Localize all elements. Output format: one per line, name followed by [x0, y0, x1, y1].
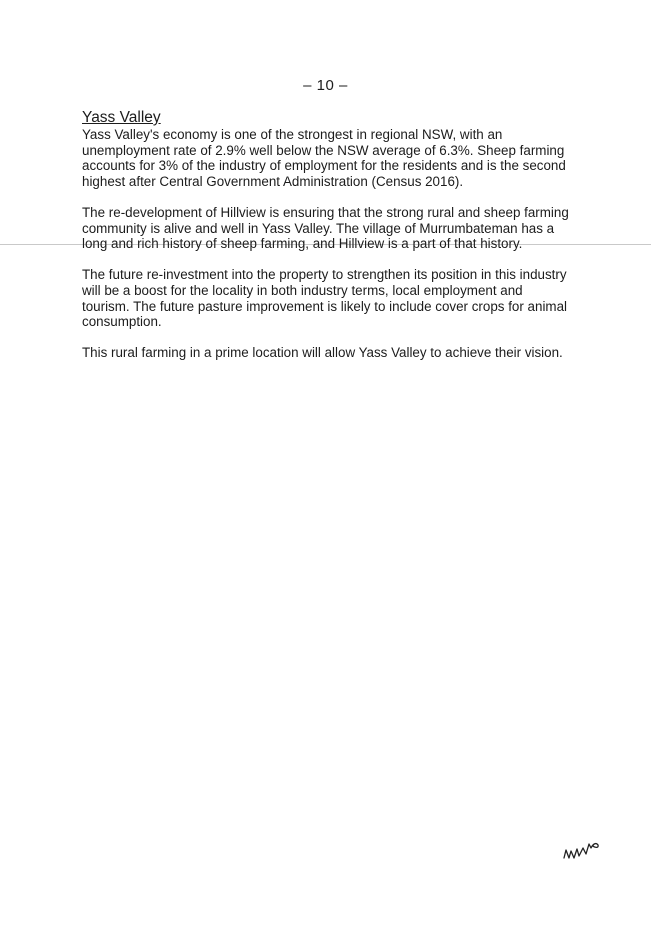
page-number: – 10 –	[303, 77, 348, 94]
paragraph-reinvestment: The future re-investment into the property to strengthen its position in this industry will be a boost for the locality in both industry terms, local employment and tourism. The future pasture improvement is likely to include cover crops for animal consumption.	[82, 267, 567, 330]
handwritten-initials	[562, 836, 602, 864]
section-heading: Yass Valley	[82, 109, 161, 126]
paragraph-economy: Yass Valley's economy is one of the strongest in regional NSW, with an unemployment rate of 2.9% well below the NSW average of 6.3%. Sheep farming accounts for 3% of the industry of employment for the residents and is the second highest after Central Government Administration (Census 2016).	[82, 127, 566, 189]
paragraph-vision: This rural farming in a prime location will allow Yass Valley to achieve their vision.	[82, 345, 563, 361]
document-body	[82, 109, 572, 377]
paragraph-redevelopment: The re-development of Hillview is ensuring that the strong rural and sheep farming community is alive and well in Yass Valley. The village of Murrumbateman has a long and rich history of sheep farming, and Hillview is a part of that history.	[82, 204, 569, 252]
